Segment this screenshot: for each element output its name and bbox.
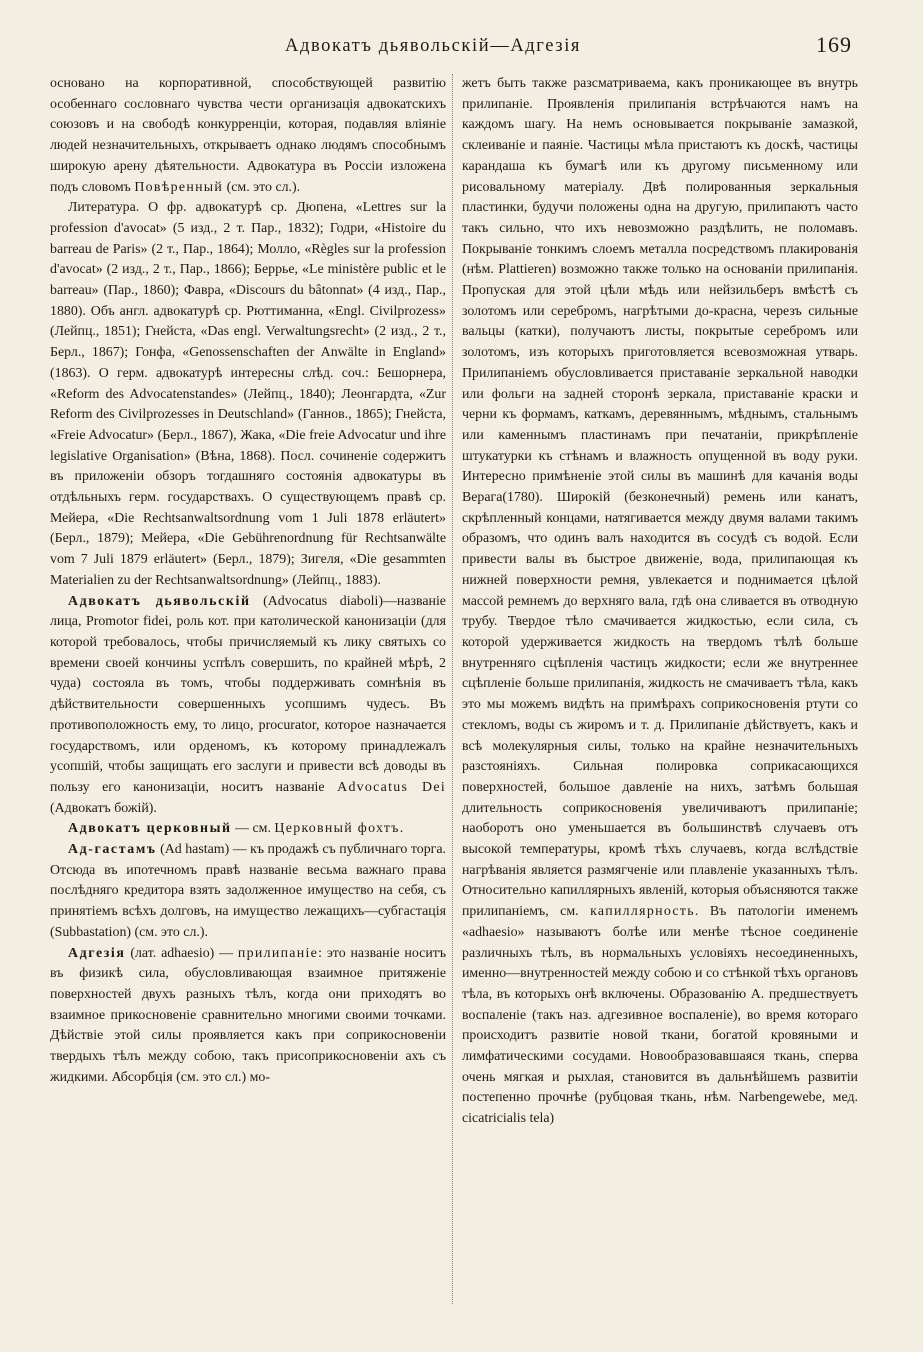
paragraph-text: жетъ быть также разсматриваема, какъ проникающее въ внутрь прилипаніе. Проявленія прилипанія встрѣчаются намъ на каждомъ шагу. На немъ основывается покрываніе замазкой, склеиваніе и паяніе. Частицы мѣла пристаютъ къ доскѣ, частицы карандаша къ бумагѣ или къ другому письменному или рисовальному матеріалу. Двѣ полированныя зеркальныя пластинки, будучи положены одна на другую, прилипаютъ часто такъ сильно, что ихъ невозможно раздѣлить, не поломавъ. Покрываніе тонкимъ слоемъ металла посредствомъ плакированія (нѣм. Plattieren) возможно также только на основаніи прилипанія. Пропуская для этой цѣли мѣдь или нейзильберъ вмѣстѣ съ золотомъ или серебромъ, нагрѣтыми до-красна, черезъ сильные вальцы (катки), получаютъ листы, покрытые серебромъ или золотомъ, изъ которыхъ приготовляется всевозможная утварь. Прилипаніемъ обусловливается приставаніе зеркальной наводки или фольги на задней сторонѣ зеркала, приставаніе краски и черни къ формамъ, каткамъ, деревяннымъ, мѣднымъ, стальнымъ или каменнымъ пластинамъ при печатаніи, прикрѣпленіе штукатурки къ стѣнамъ и влажность опущенной въ воду руки. Интересно примѣненіе этой силы въ машинѣ для качанія воды Верага(1780). Широкій (безконечный) ремень или канатъ, скрѣпленный концами, натягивается между двумя валами такимъ образомъ, что одинъ валъ находится въ сосудѣ съ водой. Если привести валы въ быстрое движеніе, вода, прилипающая къ нижней поверхности ремня, увлекается и поднимается цѣлой массой ремнемъ до верхняго вала, гдѣ она сливается въ отводную трубу. Твердое тѣло смачивается жидкостью, если сила, съ которой удерживается жидкость на твердомъ тѣлѣ больше внутренняго сцѣпленія частицъ жидкости; если же внутреннее сцѣпленіе больше прилипанія, жидкость не смачиваетъ тѣла, какъ это мы можемъ видѣть на примѣрахъ соприкосновенія ртути со стекломъ, воды съ жиромъ и т. д. Прилипаніе дѣйствуетъ, какъ и всѣ молекулярныя силы, только на крайне незначительныхъ разстояніяхъ. Сильная полировка соприкасающихся поверхностей, большое давленіе на нихъ, затѣмъ большая длительность соприкосновенія увеличиваютъ прилипаніе; наоборотъ оно уменьшается въ большинствѣ случаевъ отъ высокой температуры, кромѣ тѣхъ случаевъ, когда вслѣдствіе нагрѣванія является размягченіе или плавленіе указанныхъ тѣлъ. Относительно капиллярныхъ явленій, которыя объясняются также прилипаніемъ, см. xyxy=(462,76,858,920)
entry-advocatus-diaboli xyxy=(50,592,446,820)
entry-headword: Ад-гастамъ xyxy=(68,842,157,858)
cross-reference: Повѣренный xyxy=(134,179,224,195)
entry-text: (лат. adhaesio) — xyxy=(125,945,238,961)
entry-headword: Адвокатъ церковный xyxy=(68,821,232,837)
entry-term: прилипаніе xyxy=(237,945,319,961)
paragraph-text: (см. это сл.). xyxy=(223,179,301,195)
column-divider xyxy=(452,74,454,1304)
right-column xyxy=(462,74,858,1130)
paragraph-text: основано на корпоративной, способствующей развитію особеннаго сословнаго чувства чести организація адвокатскихъ союзовъ и на свободѣ конкурренціи, которая, подавляя вліяніе людей незначительныхъ, открываетъ однако людямъ способнымъ широкую арену дѣятельности. Адвокатура въ Россіи изложена подъ словомъ xyxy=(50,76,446,195)
page-header xyxy=(50,32,852,64)
running-head: Адвокатъ дьявольскій—Адгезія xyxy=(285,36,582,56)
entry-text: (Адвокатъ божій). xyxy=(50,800,157,816)
entry-headword: Адвокатъ дьявольскій xyxy=(68,593,251,609)
entry-advocat-church xyxy=(50,819,446,840)
entry-text: — см. xyxy=(231,821,275,837)
entry-ad-hastam xyxy=(50,840,446,944)
paragraph-text: . Въ патологіи именемъ «adhaesio» называютъ болѣе или менѣе тѣсное соединеніе различныхъ тѣлъ, въ нормальныхъ условіяхъ несоединенныхъ, именно—внутренностей между собою и со стѣнкой тѣхъ органовъ тѣла, въ которыхъ онѣ включены. Образованію А. предшествуетъ воспаленіе (такъ наз. адгезивное воспаленіе), во время котораго происходитъ развитіе новой ткани, богатой кровяными и лимфатическими сосудами. Новообразовавшаяся ткань, сперва очень мягкая и рыхлая, становится въ дальнѣйшемъ развитіи постепенно прочнѣе (рубцовая ткань, нѣм. Narbengewebe, мед. cicatricialis tela) xyxy=(462,904,858,1127)
entry-text: (Advocatus diaboli)—названіе лица, Promotor fidei, роль кот. при католической канонизаціи (для которой требовалось, чтобы причисляемый къ лику святыхъ со времени своей кончины успѣлъ совершить, по крайней мѣрѣ, 2 чуда) состояла въ томъ, чтобы поддерживать сомнѣнія въ дѣйствительности совершенныхъ усопшимъ чудесъ. Въ противоположность ему, то лицо, procurator, которое назначается государствомъ, или орденомъ, къ которому принадлежалъ усопшій, чтобы защищать его заслуги и привести всѣ доводы въ пользу его канонизаціи, носитъ названіе xyxy=(50,593,446,795)
literature-paragraph: Литература. О фр. адвокатурѣ ср. Дюпена, «Lettres sur la profession d'avocat» (5 изд., 2 т. Пар., 1832); Годри, «Histoire du barreau de Paris» (2 т., Пар., 1864); Молло, «Règles sur la profession d'avocat» (2 изд., 2 т., Пар., 1866); Беррье, «Le ministère public et le barreau» (Пар., 1860); Фавра, «Discours du bâtonnat» (4 изд., Пар., 1880). Объ англ. адвокатурѣ ср. Рюттиманна, «Engl. Civilprozess» (Лейпц., 1851); Гнейста, «Das engl. Verwaltungsrecht» (2 изд., 2 т., Берл., 1867); Гонфа, «Genossenschaften der Anwälte in England» (1863). О герм. адвокатурѣ интересны слѣд. соч.: Бешорнера, «Reform des Advocatenstandes» (Лейпц., 1840); Леонгардта, «Zur Reform des Civilprozesses in Deutschland» (Ганнов., 1865); Гнейста, «Freie Advocatur» (Берл., 1867), Жака, «Die freie Advocatur und ihre legislative Organisation» (Вѣна, 1868). Посл. сочиненіе содержитъ въ приложеніи обзоръ тогдашняго состоянія адвокатуры въ отдѣльныхъ герм. государствахъ. О существующемъ правѣ ср. Мейера, «Die Rechtsanwaltsordnung vom 1 Juli 1878 erläutert» (Берл., 1879); Мейера, «Die Gebührenordnung für Rechtsanwälte vom 7 Juli 1879 erläutert» (Берл., 1879); Зигеля, «Die gesammten Materialien zu der Rechtsanwaltsordnung» (Лейпц., 1883). xyxy=(50,200,446,588)
cross-reference: капиллярность xyxy=(590,904,695,920)
left-column xyxy=(50,74,446,1088)
entry-adhaesio xyxy=(50,944,446,1089)
page-number: 169 xyxy=(816,32,852,57)
entry-text: (Ad hastam) — къ продажѣ съ публичнаго торга. Отсюда въ ипотечномъ правѣ названіе весьма важнаго права послѣдняго кредитора взять задолженное имущество на себя, съ принятіемъ всѣхъ долговъ, на имущество лежащихъ—субгастація (Subbastation) (см. это сл.). xyxy=(50,842,446,940)
entry-text: . xyxy=(399,821,404,837)
entry-text: : это названіе носитъ въ физикѣ сила, обусловливающая взаимное притяженіе поверхностей двухъ разныхъ тѣлъ, когда они приходятъ во взаимное прикосновеніе сравнительно многими своими точками. Дѣйствіе этой силы проявляется какъ при соприкосновеніи твердыхъ тѣлъ между собою, такъ присоприкосновеніи ахъ съ жидкими. Абсорбція (см. это сл.) мо- xyxy=(50,945,446,1085)
cross-reference: Advocatus Dei xyxy=(337,779,446,795)
continuation-paragraph xyxy=(50,74,446,198)
cross-reference: Церковный фохтъ xyxy=(274,821,400,837)
entry-headword: Адгезія xyxy=(68,945,126,961)
continuation-paragraph xyxy=(462,74,858,1130)
